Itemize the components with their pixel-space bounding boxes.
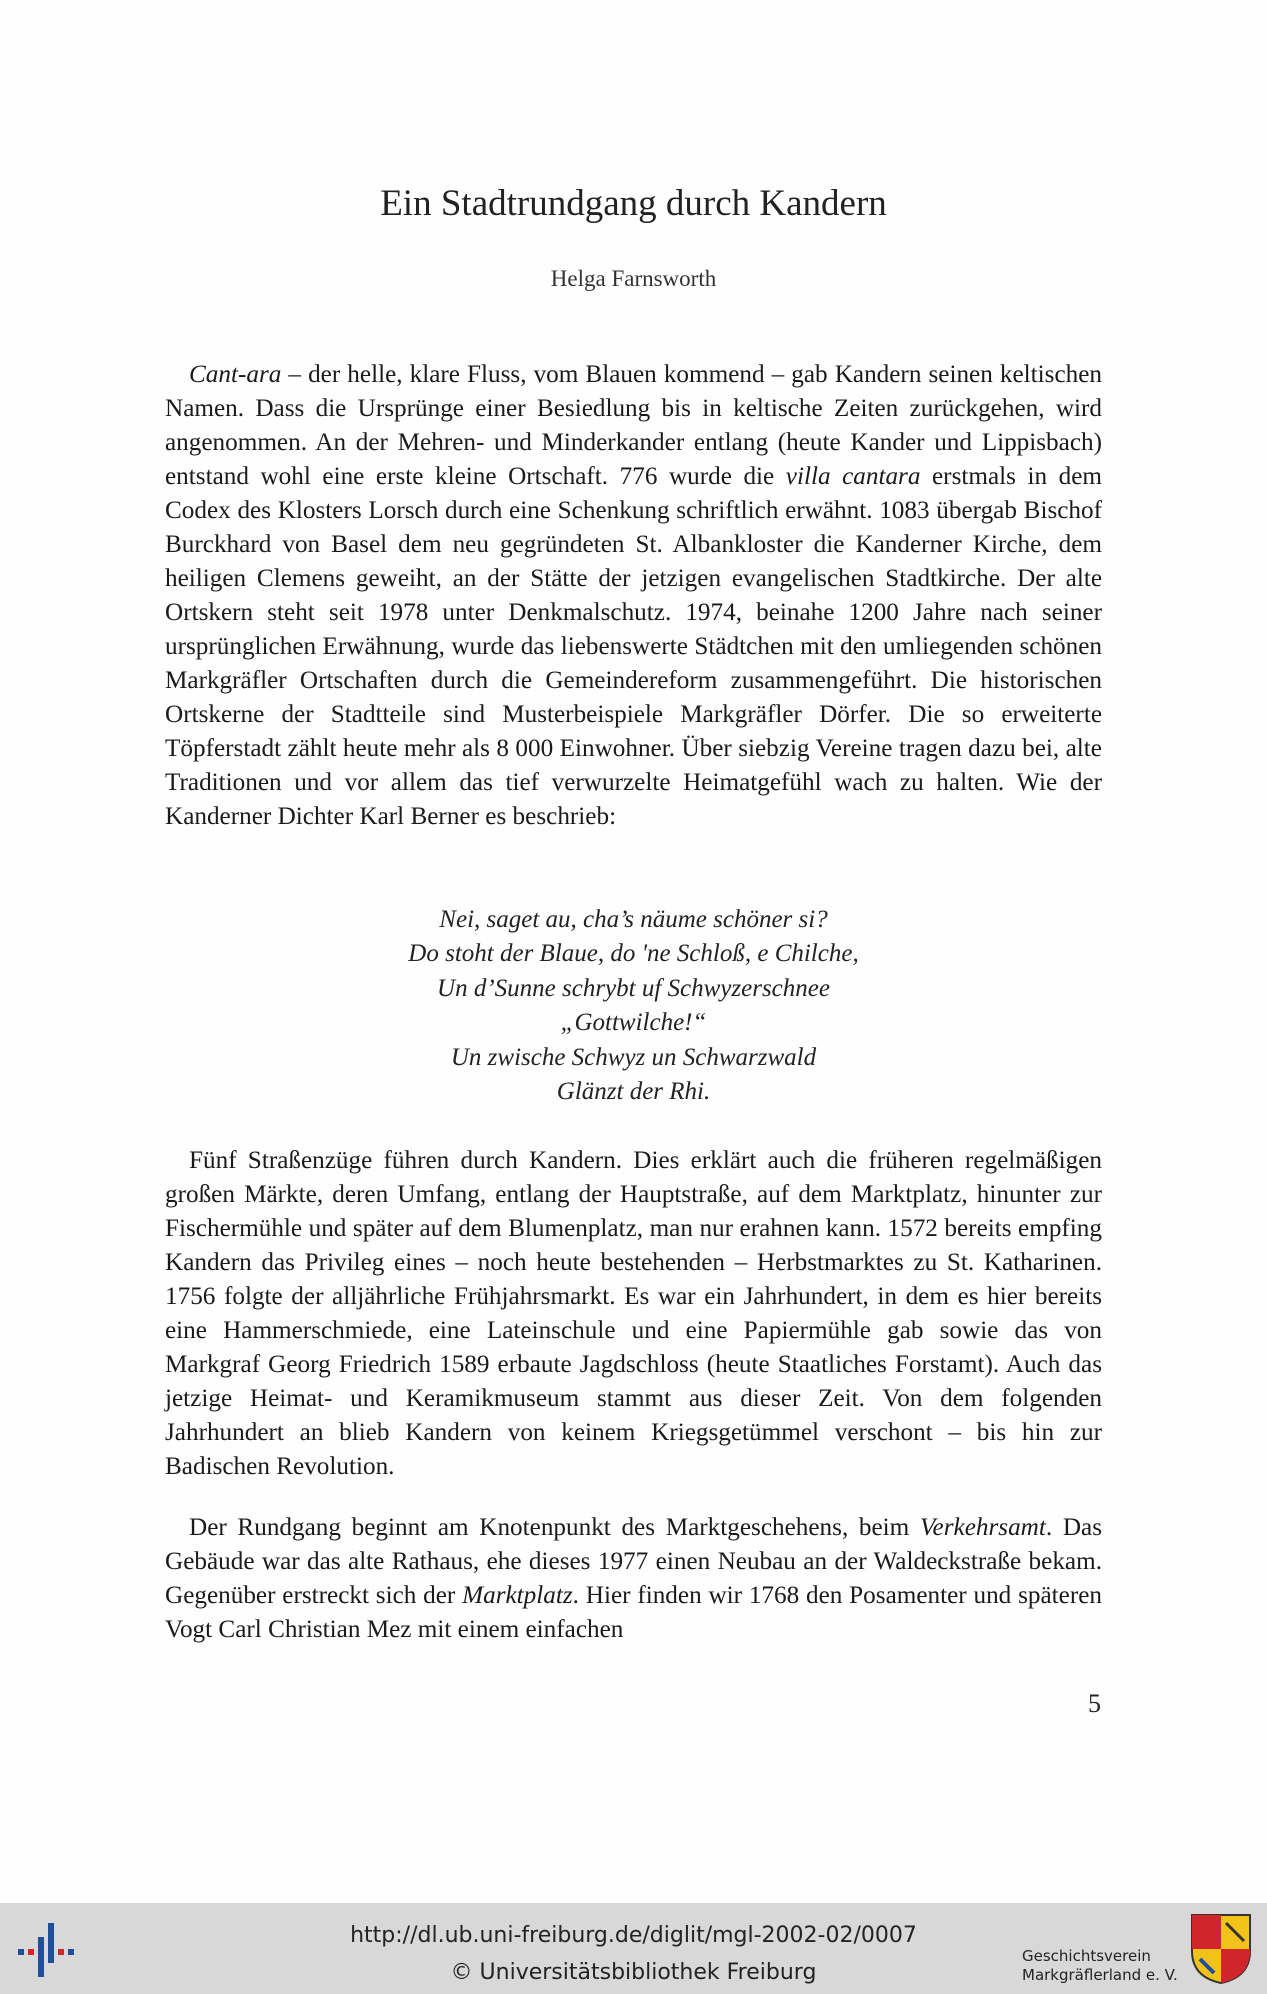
paragraph-text: Der Rundgang beginnt am Knotenpunkt des Marktgeschehens, beim [189,1514,920,1541]
paragraph-text: . Hier finden wir 1768 den Posamenter und späteren Vogt Carl Christian Mez mit einem einfachen [165,1582,1102,1643]
paragraph-1 [165,358,1102,834]
org-name[interactable] [1022,1947,1178,1985]
paragraph-text: . Das Gebäude war das alte Rathaus, ehe dieses 1977 einen Neubau an der Waldeckstraße bekam. Gegenüber erstreckt sich der [165,1514,1102,1609]
verse-line: Do stoht der Blaue, do 'ne Schloß, e Chilche, [408,940,859,968]
copyright-text: © Universitätsbibliothek Freiburg [450,1960,817,1985]
verse-line: „Gottwilche!“ [560,1009,707,1037]
verse-line: Un d’Sunne schrybt uf Schwyzerschnee [437,974,830,1002]
paragraph-text: – der helle, klare Fluss, vom Blauen kommend – gab Kandern seinen keltischen Namen. Dass die Ursprünge einer Besiedlung bis in keltische Zeiten zurückgehen, wird angenommen. An der Mehren- und Minderkander entlang (heute Kander und Lippisbach) entstand wohl eine erste kleine Ortschaft. 776 wurde die [165,361,1102,490]
paragraph-text: Fünf Straßenzüge führen durch Kandern. Dies erklärt auch die früheren regelmäßigen großen Märkte, deren Umfang, entlang der Hauptstraße, auf dem Marktplatz, hinunter zur Fischermühle und später auf dem Blumenplatz, man nur erahnen kann. 1572 bereits empfing Kandern das Privileg eines – noch heute bestehenden – Herbstmarktes zu St. Katharinen. 1756 folgte der alljährliche Frühjahrsmarkt. Es war ein Jahrhundert, in dem es hier bereits eine Hammerschmiede, eine Lateinschule und eine Papiermühle gab sowie das von Markgraf Georg Friedrich 1589 erbaute Jagdschloss (heute Staatliches Forstamt). Auch das jetzige Heimat- und Keramikmuseum stammt aus dieser Zeit. Von dem folgenden Jahrhundert an blieb Kandern von keinem Kriegsgetümmel verschont – bis hin zur Badischen Revolution. [165,1147,1102,1480]
italic-term: Marktplatz [462,1582,573,1609]
verse-line: Un zwische Schwyz un Schwarzwald [450,1043,817,1071]
footer-bar [0,1903,1267,1994]
source-url-link[interactable]: http://dl.ub.uni-freiburg.de/diglit/mgl-2002-02/0007 [350,1923,917,1948]
italic-term: villa cantara [785,463,921,490]
paragraph-3 [165,1511,1102,1647]
org-line-1: Geschichtsverein [1022,1947,1151,1965]
coat-of-arms-icon[interactable] [1190,1913,1252,1985]
italic-term: Verkehrsamt [919,1514,1046,1541]
paragraph-2 [165,1144,1102,1484]
paragraph-text: erstmals in dem Codex des Klosters Lorsch durch eine Schenkung schriftlich erwähnt. 1083 übergab Bischof Burckhard von Basel dem neu gegründeten St. Albankloster die Kanderner Kirche, dem heiligen Clemens geweiht, an der Stätte der jetzigen evangelischen Stadtkirche. Der alte Ortskern steht seit 1978 unter Denkmalschutz. 1974, beinahe 1200 Jahre nach seiner ursprünglichen Erwähnung, wurde das liebenswerte Städtchen mit den umliegenden schönen Markgräfler Ortschaften durch die Gemeindereform zusammengeführt. Die historischen Ortskerne der Stadtteile sind Musterbeispiele Markgräfler Dörfer. Die so erweiterte Töpferstadt zählt heute mehr als 8 000 Einwohner. Über siebzig Vereine tragen dazu bei, alte Traditionen und vor allem das tief verwurzelte Heimatgefühl wach zu halten. Wie der Kanderner Dichter Karl Berner es beschrieb: [165,463,1102,830]
document-title: Ein Stadtrundgang durch Kandern [380,183,887,224]
italic-term: Cant-ara [189,361,282,388]
verse-line: Glänzt der Rhi. [556,1078,711,1106]
poem-verse [0,903,1267,1109]
org-line-2: Markgräflerland e. V. [1022,1966,1178,1984]
page-number: 5 [1088,1689,1101,1718]
verse-line: Nei, saget au, cha’s näume schöner si? [439,906,828,933]
document-author: Helga Farnsworth [550,266,717,291]
